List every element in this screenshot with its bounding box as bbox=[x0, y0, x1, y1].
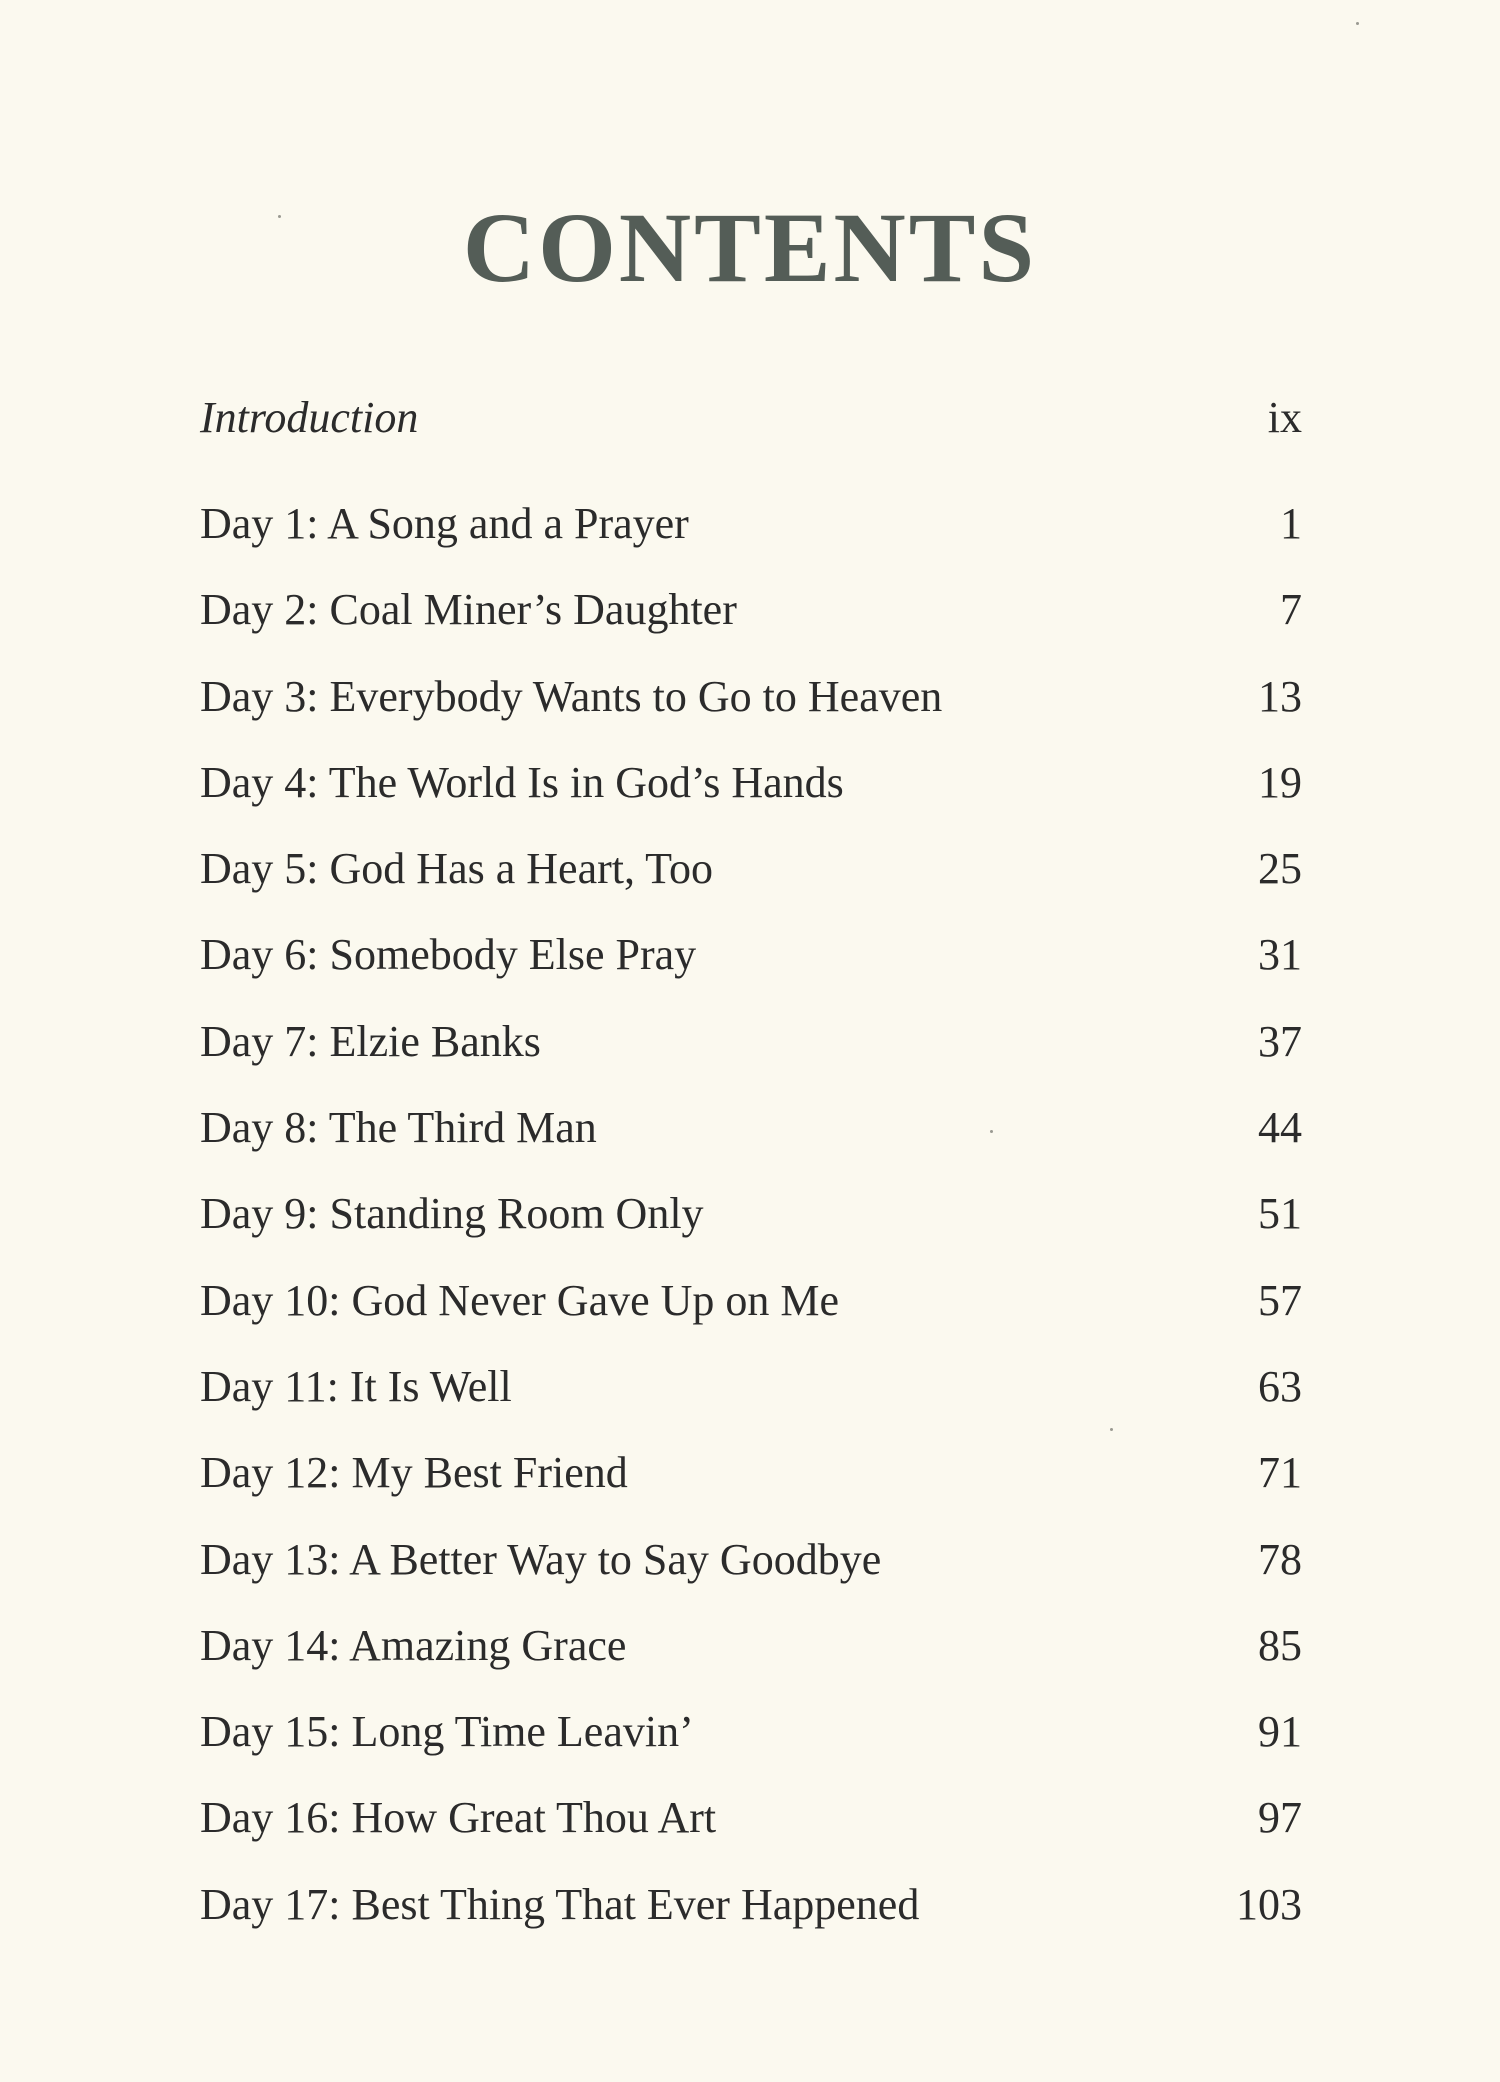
toc-entry bbox=[200, 584, 1302, 670]
toc-entry-title: Day 11: It Is Well bbox=[200, 1361, 512, 1411]
toc-entry bbox=[200, 392, 1302, 498]
toc-entry-page: 85 bbox=[1258, 1620, 1302, 1670]
toc-entry-page: 25 bbox=[1258, 844, 1302, 894]
toc-entry-title: Introduction bbox=[200, 393, 419, 442]
toc-entry-page: ix bbox=[1267, 393, 1302, 442]
toc-entry-page: 103 bbox=[1236, 1879, 1302, 1929]
toc-entry bbox=[200, 1447, 1302, 1533]
toc-entry bbox=[200, 498, 1302, 584]
toc-entry bbox=[200, 1706, 1302, 1792]
toc-entry-title: Day 1: A Song and a Prayer bbox=[200, 499, 689, 548]
toc-entry-page: 91 bbox=[1258, 1707, 1302, 1757]
toc-entry-title: Day 4: The World Is in God’s Hands bbox=[200, 757, 844, 807]
toc-entry-title: Day 17: Best Thing That Ever Happened bbox=[200, 1879, 920, 1929]
toc-entry-title: Day 16: How Great Thou Art bbox=[200, 1793, 717, 1843]
table-of-contents bbox=[200, 392, 1302, 1965]
toc-entry-page: 57 bbox=[1258, 1275, 1302, 1325]
toc-entry bbox=[200, 1620, 1302, 1706]
toc-entry bbox=[200, 1016, 1302, 1102]
toc-entry-page: 44 bbox=[1258, 1103, 1302, 1153]
toc-entry bbox=[200, 671, 1302, 757]
toc-entry bbox=[200, 1534, 1302, 1620]
toc-entry-page: 51 bbox=[1258, 1189, 1302, 1239]
toc-entry-title: Day 6: Somebody Else Pray bbox=[200, 930, 697, 980]
toc-entry-page: 37 bbox=[1258, 1016, 1302, 1066]
toc-entry-page: 63 bbox=[1258, 1361, 1302, 1411]
toc-entry bbox=[200, 1879, 1302, 1965]
scan-speck bbox=[278, 215, 281, 218]
toc-entry-page: 97 bbox=[1258, 1793, 1302, 1843]
toc-entry bbox=[200, 929, 1302, 1015]
toc-entry bbox=[200, 843, 1302, 929]
toc-entry bbox=[200, 1361, 1302, 1447]
page-title: CONTENTS bbox=[462, 192, 1038, 303]
toc-entry-title: Day 2: Coal Miner’s Daughter bbox=[200, 585, 737, 635]
toc-entry-title: Day 3: Everybody Wants to Go to Heaven bbox=[200, 671, 943, 721]
toc-entry-title: Day 14: Amazing Grace bbox=[200, 1620, 627, 1670]
scan-speck bbox=[1110, 1428, 1113, 1431]
toc-entry bbox=[200, 1792, 1302, 1878]
toc-entry-title: Day 9: Standing Room Only bbox=[200, 1189, 704, 1239]
toc-entry bbox=[200, 1275, 1302, 1361]
toc-entry-title: Day 15: Long Time Leavin’ bbox=[200, 1707, 694, 1757]
scan-speck bbox=[990, 1130, 993, 1133]
toc-entry-title: Day 10: God Never Gave Up on Me bbox=[200, 1275, 840, 1325]
toc-entry-title: Day 8: The Third Man bbox=[200, 1103, 597, 1153]
toc-entry bbox=[200, 1188, 1302, 1274]
toc-entry-page: 78 bbox=[1258, 1534, 1302, 1584]
toc-entry-page: 1 bbox=[1280, 499, 1302, 548]
toc-entry-title: Day 12: My Best Friend bbox=[200, 1448, 628, 1498]
toc-entry-title: Day 7: Elzie Banks bbox=[200, 1016, 541, 1066]
scan-speck bbox=[1356, 22, 1359, 25]
toc-entry bbox=[200, 757, 1302, 843]
toc-entry-page: 31 bbox=[1258, 930, 1302, 980]
toc-entry-title: Day 13: A Better Way to Say Goodbye bbox=[200, 1534, 882, 1584]
toc-entry bbox=[200, 1102, 1302, 1188]
toc-entry-page: 7 bbox=[1280, 585, 1302, 635]
toc-entry-title: Day 5: God Has a Heart, Too bbox=[200, 844, 713, 894]
toc-entry-page: 19 bbox=[1258, 757, 1302, 807]
toc-entry-page: 13 bbox=[1258, 671, 1302, 721]
toc-entry-page: 71 bbox=[1258, 1448, 1302, 1498]
